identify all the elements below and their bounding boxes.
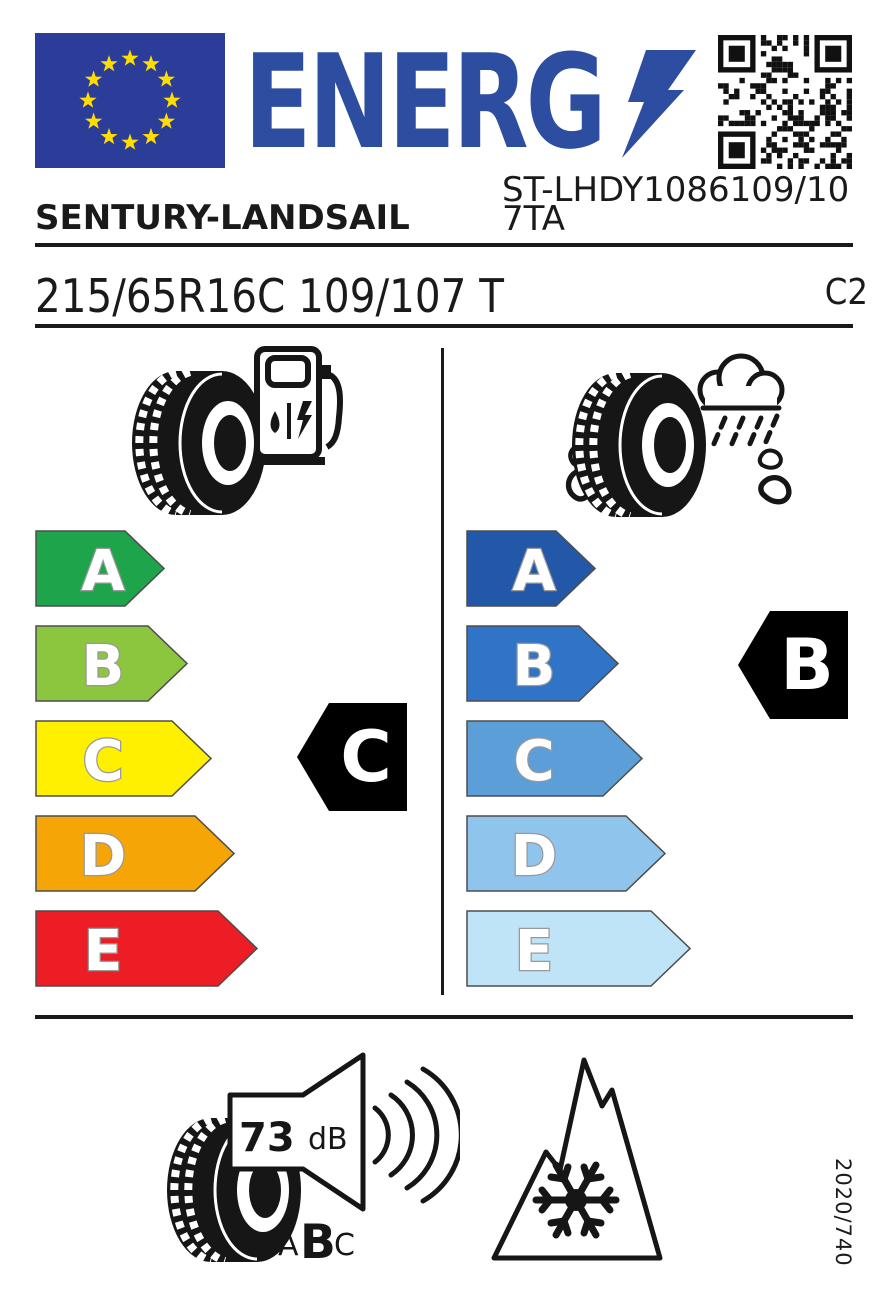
divider-bottom [35, 1015, 853, 1019]
qr-code [718, 35, 852, 169]
type-identifier-line1: ST-LHDY1086109/10 [502, 170, 850, 210]
fuel-rating-indicator [296, 701, 408, 813]
sound-waves-icon [375, 1069, 460, 1201]
fuel-class-arrow-c [35, 720, 212, 797]
snowflake-mountain-icon [488, 1052, 668, 1264]
tyre-class: C2 [824, 272, 868, 313]
divider-size [35, 324, 853, 328]
energ-logo-text: ENERG [244, 26, 604, 178]
tire-speaker-icon [160, 1050, 460, 1270]
svg-text:A: A [81, 539, 125, 604]
tyre-size-designation: 215/65R16C 109/107 T [35, 269, 504, 323]
divider-top [35, 243, 853, 247]
noise-scale-b-rating: B [300, 1215, 336, 1270]
supplier-name: SENTURY-LANDSAIL [35, 198, 410, 238]
regulation-number: 2020/740 [831, 1158, 855, 1267]
type-identifier [502, 170, 864, 239]
svg-text:B: B [512, 634, 556, 699]
svg-text:E: E [514, 919, 554, 984]
fuel-rating-letter: C [340, 716, 392, 798]
fuel-class-arrow-a [35, 530, 165, 607]
eu-flag-icon [35, 33, 225, 168]
svg-text:B: B [81, 634, 125, 699]
wet-rating-indicator [737, 609, 849, 721]
wet-rating-letter: B [780, 624, 834, 706]
wet-class-arrow-a [466, 530, 596, 607]
tire-fuel-pump-icon [125, 345, 355, 520]
wet-class-arrow-e [466, 910, 691, 987]
noise-scale-c: C [334, 1228, 355, 1263]
svg-text:A: A [512, 539, 556, 604]
noise-value: 73 [239, 1115, 295, 1161]
svg-text:D: D [510, 824, 558, 889]
noise-scale-a: A [278, 1228, 299, 1263]
lightning-bolt-icon [612, 50, 700, 162]
wet-class-arrow-b [466, 625, 619, 702]
svg-text:D: D [79, 824, 127, 889]
fuel-class-arrow-d [35, 815, 235, 892]
column-divider [441, 348, 444, 995]
wet-class-arrow-d [466, 815, 666, 892]
noise-unit: dB [308, 1122, 348, 1157]
wet-class-arrow-c [466, 720, 643, 797]
svg-text:E: E [83, 919, 123, 984]
fuel-class-arrow-b [35, 625, 188, 702]
tire-rain-cloud-icon [550, 345, 800, 520]
fuel-class-arrow-e [35, 910, 258, 987]
type-identifier-line2: 7TA [502, 199, 566, 239]
svg-text:C: C [513, 729, 555, 794]
svg-text:C: C [82, 729, 124, 794]
